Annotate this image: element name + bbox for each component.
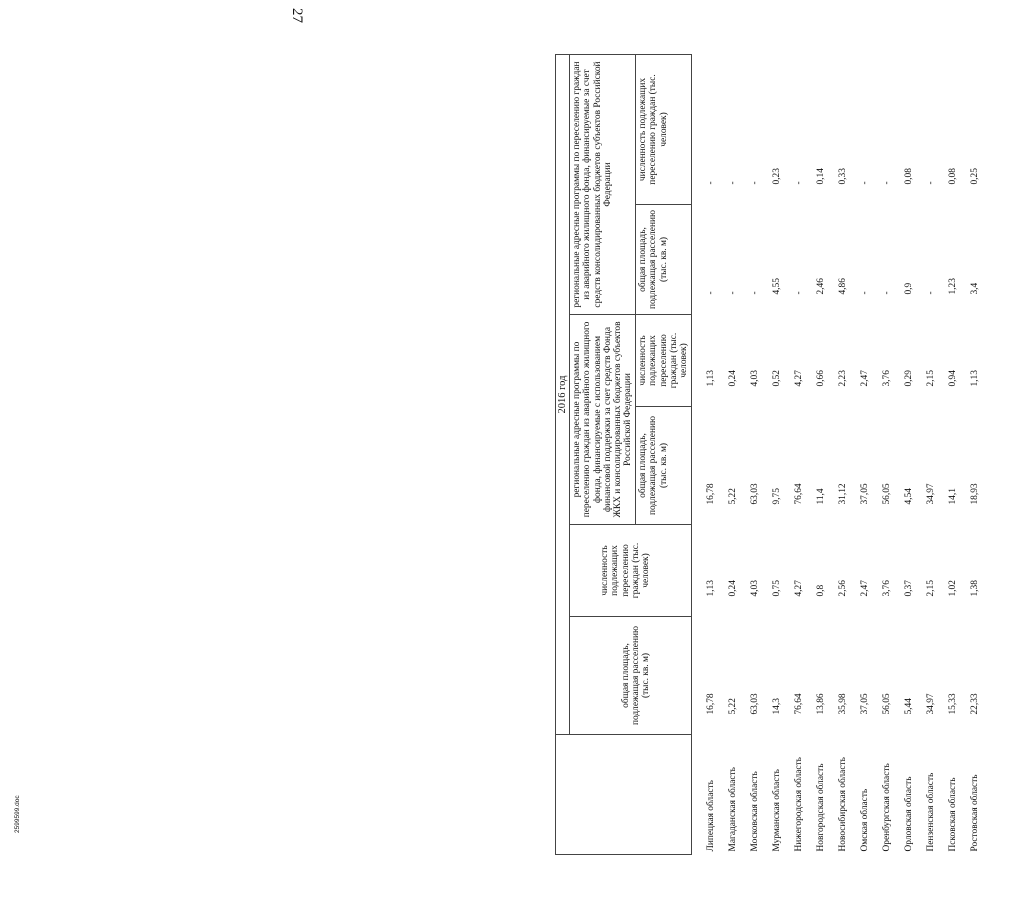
regional-area-cell: 2,46 — [815, 278, 826, 295]
table-row — [832, 55, 854, 855]
regional-people-cell: - — [749, 181, 760, 185]
regional-people-cell: - — [881, 181, 892, 185]
regional-area-cell: - — [705, 291, 716, 295]
regional-people-header: численность подлежащих переселению граждан (тыс. человек) — [636, 55, 692, 205]
region-name: Новосибирская область — [837, 757, 848, 852]
regional-area-cell: - — [749, 291, 760, 295]
fund-people-cell: 0,24 — [727, 370, 738, 387]
region-header — [556, 735, 692, 855]
fund-area-cell: 14,1 — [947, 488, 958, 505]
region-name: Магаданская область — [727, 767, 738, 852]
page-number: 27 — [289, 8, 305, 23]
region-name: Ростовская область — [969, 774, 980, 852]
regional-people-cell: - — [925, 181, 936, 185]
region-name: Орловская область — [903, 776, 914, 852]
table-row — [744, 55, 766, 855]
fund-area-header: общая площадь, подлежащая расселению (тыс. кв. м) — [636, 407, 692, 525]
regional-area-cell: - — [859, 291, 870, 295]
total-people-cell: 4,27 — [793, 580, 804, 597]
fund-area-cell: 31,12 — [837, 483, 848, 505]
total-people-cell: 2,15 — [925, 580, 936, 597]
table-row — [876, 55, 898, 855]
fund-area-cell: 37,05 — [859, 483, 870, 505]
fund-people-cell: 4,27 — [793, 370, 804, 387]
fund-people-header: численность подлежащих переселению граждан (тыс. человек) — [636, 315, 692, 407]
regional-programs-header: региональные адресные программы по переселению граждан из аварийного жилищного фонда, финансируемые за счет средств консолидированных бюджетов субъектов Российской Федерации — [570, 55, 636, 315]
fund-area-cell: 9,75 — [771, 488, 782, 505]
fund-people-cell: 4,03 — [749, 370, 760, 387]
total-area-cell: 5,22 — [727, 698, 738, 715]
table-row — [898, 55, 920, 855]
fund-people-cell: 0,52 — [771, 370, 782, 387]
region-name: Псковская область — [947, 777, 958, 852]
region-name: Оренбургская область — [881, 763, 892, 852]
total-people-cell: 1,13 — [705, 580, 716, 597]
total-area-cell: 13,86 — [815, 693, 826, 715]
total-people-cell: 3,76 — [881, 580, 892, 597]
total-area-cell: 63,03 — [749, 693, 760, 715]
fund-area-cell: 34,97 — [925, 483, 936, 505]
regional-area-cell: - — [925, 291, 936, 295]
resettlement-table — [555, 54, 986, 855]
regional-area-header: общая площадь, подлежащая расселению (тыс. кв. м) — [636, 205, 692, 315]
region-name: Пензенская область — [925, 772, 936, 852]
regional-area-cell: 4,55 — [771, 278, 782, 295]
regional-people-cell: - — [859, 181, 870, 185]
total-area-header: общая площадь, подлежащая расселению (тыс. кв. м) — [570, 617, 692, 735]
table-row — [766, 55, 788, 855]
region-name: Омская область — [859, 788, 870, 852]
regional-area-cell: - — [793, 291, 804, 295]
regional-people-cell: - — [727, 181, 738, 185]
table-row — [920, 55, 942, 855]
regional-area-cell: 0,9 — [903, 282, 914, 295]
rotated-table-container — [555, 55, 1015, 855]
fund-area-cell: 18,93 — [969, 483, 980, 505]
regional-people-cell: 0,23 — [771, 168, 782, 185]
regional-area-cell: 3,4 — [969, 282, 980, 295]
total-people-header: численность подлежащих переселению граждан (тыс. человек) — [570, 525, 692, 617]
total-people-cell: 1,38 — [969, 580, 980, 597]
total-people-cell: 2,56 — [837, 580, 848, 597]
regional-people-cell: - — [705, 181, 716, 185]
table-row — [692, 55, 723, 855]
total-area-cell: 34,97 — [925, 693, 936, 715]
fund-people-cell: 2,23 — [837, 370, 848, 387]
year-header: 2016 год — [556, 55, 570, 735]
regional-people-cell: 0,08 — [947, 168, 958, 185]
fund-people-cell: 1,13 — [969, 370, 980, 387]
total-area-cell: 22,33 — [969, 693, 980, 715]
regional-area-cell: - — [881, 291, 892, 295]
fund-programs-header: региональные адресные программы по переселению граждан из аварийного жилищного фонда, финансируемые с использованием финансовой поддержки за счет средств Фонда ЖКХ и консолидированных бюджетов субъектов Российской Федерации — [570, 315, 636, 525]
total-people-cell: 0,24 — [727, 580, 738, 597]
fund-area-cell: 16,78 — [705, 483, 716, 505]
region-name: Мурманская область — [771, 769, 782, 852]
total-people-cell: 2,47 — [859, 580, 870, 597]
regional-area-cell: 4,86 — [837, 278, 848, 295]
fund-people-cell: 0,94 — [947, 370, 958, 387]
total-people-cell: 4,03 — [749, 580, 760, 597]
fund-area-cell: 76,64 — [793, 483, 804, 505]
fund-area-cell: 56,05 — [881, 483, 892, 505]
total-people-cell: 0,8 — [815, 584, 826, 597]
fund-people-cell: 2,15 — [925, 370, 936, 387]
fund-people-cell: 3,76 — [881, 370, 892, 387]
regional-area-cell: 1,23 — [947, 278, 958, 295]
region-name: Московская область — [749, 771, 760, 852]
fund-area-cell: 63,03 — [749, 483, 760, 505]
total-area-cell: 35,98 — [837, 693, 848, 715]
table-row — [854, 55, 876, 855]
document-footer: 2599599.doc — [14, 795, 21, 833]
regional-people-cell: 0,25 — [969, 168, 980, 185]
table-row — [964, 55, 986, 855]
region-name: Нижегородская область — [793, 757, 804, 852]
fund-people-cell: 0,29 — [903, 370, 914, 387]
region-name: Новгородская область — [815, 763, 826, 852]
fund-people-cell: 2,47 — [859, 370, 870, 387]
total-area-cell: 76,64 — [793, 693, 804, 715]
fund-area-cell: 11,4 — [815, 488, 826, 505]
total-people-cell: 0,75 — [771, 580, 782, 597]
table-row — [942, 55, 964, 855]
total-area-cell: 37,05 — [859, 693, 870, 715]
regional-people-cell: 0,33 — [837, 168, 848, 185]
table-row — [722, 55, 744, 855]
regional-people-cell: 0,08 — [903, 168, 914, 185]
regional-area-cell: - — [727, 291, 738, 295]
fund-area-cell: 5,22 — [727, 488, 738, 505]
table-row — [788, 55, 810, 855]
total-people-cell: 0,37 — [903, 580, 914, 597]
table-row — [810, 55, 832, 855]
total-area-cell: 16,78 — [705, 693, 716, 715]
regional-people-cell: 0,14 — [815, 168, 826, 185]
fund-people-cell: 0,66 — [815, 370, 826, 387]
total-area-cell: 15,33 — [947, 693, 958, 715]
total-area-cell: 14,3 — [771, 698, 782, 715]
fund-people-cell: 1,13 — [705, 370, 716, 387]
total-area-cell: 5,44 — [903, 698, 914, 715]
fund-area-cell: 4,54 — [903, 488, 914, 505]
total-people-cell: 1,02 — [947, 580, 958, 597]
region-name: Липецкая область — [705, 780, 716, 852]
regional-people-cell: - — [793, 181, 804, 185]
total-area-cell: 56,05 — [881, 693, 892, 715]
